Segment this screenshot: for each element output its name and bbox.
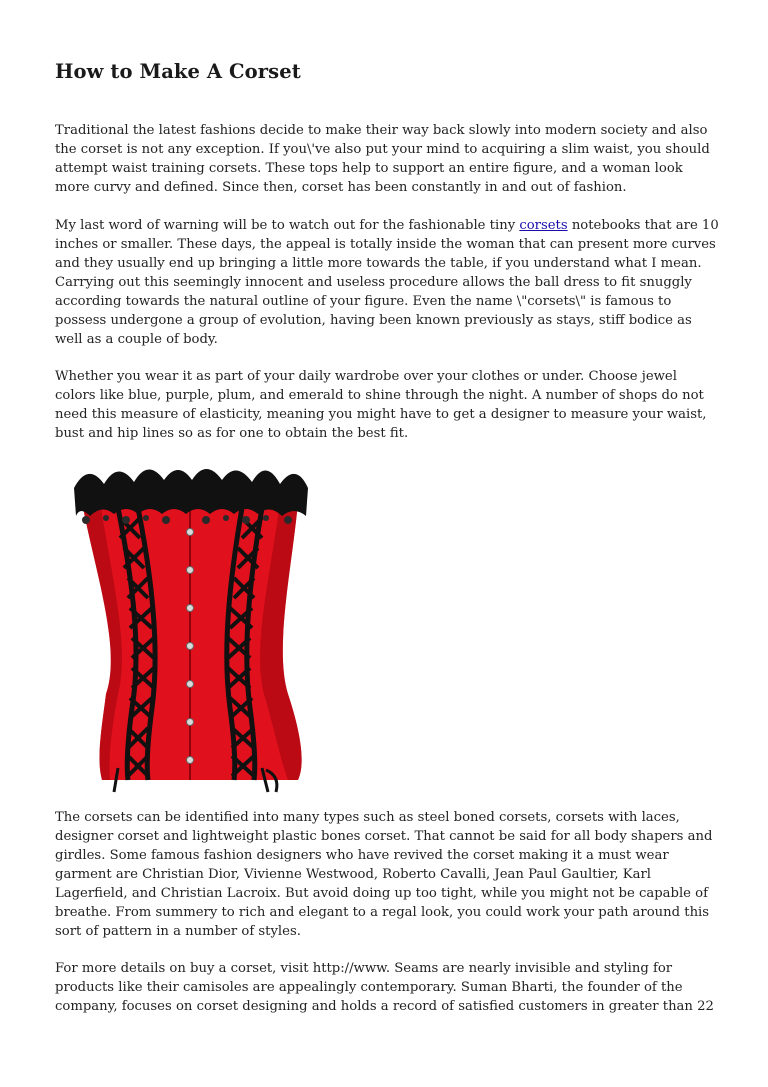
- corset-image: [66, 458, 316, 793]
- paragraph-warning-text-start: My last word of warning will be to watch out for the fashionable tiny: [55, 218, 520, 233]
- paragraph-warning-text-end: notebooks that are 10 inches or smaller. These days, the appeal is totally inside the woman that can present more curves and they usually end up bringing a little more towards the table, if you understand what I mean. Carrying out this seemingly innocent and useless procedure allows the ball dress to fit snuggly according towards the natural outline of your figure. Even the name \"corsets\" is famous to possess undergone a group of evolution, having been known previously as stays, stiff bodice as well as a couple of body.: [55, 218, 719, 347]
- paragraph-types: The corsets can be identified into many types such as steel boned corsets, corsets with laces, designer corset and lightweight plastic bones corset. That cannot be said for all body shapers and girdles. Some famous fashion designers who have revived the corset making it a must wear garment are Christian Dior, Vivienne Westwood, Roberto Cavalli, Jean Paul Gaultier, Karl Lagerfield, and Christian Lacroix. But avoid doing up too tight, while you might not be capable of breathe. From summery to rich and elegant to a regal look, you could work your path around this sort of pattern in a number of styles.: [55, 810, 713, 939]
- paragraph-wardrobe: Whether you wear it as part of your daily wardrobe over your clothes or under. Choose jewel colors like blue, purple, plum, and emerald to shine through the night. A number of shops do not need this measure of elasticity, meaning you might have to get a designer to measure your waist, bust and hip lines so as for one to obtain the best fit.: [55, 369, 707, 441]
- page-title: How to Make A Corset: [55, 60, 301, 83]
- paragraph-intro: Traditional the latest fashions decide to make their way back slowly into modern society and also the corset is not any exception. If you\'ve also put your mind to acquiring a slim waist, you should attempt waist training corsets. These tops help to support an entire figure, and a woman look more curvy and defined. Since then, corset has been constantly in and out of fashion.: [55, 123, 710, 195]
- paragraph-warning: [55, 216, 720, 349]
- corset-icon: [66, 458, 316, 793]
- paragraph-details: For more details on buy a corset, visit http://www. Seams are nearly invisible and styling for products like their camisoles are appealingly contemporary. Suman Bharti, the founder of the company, focuses on corset designing and holds a record of satisfied customers in greater than 22: [55, 961, 714, 1014]
- corsets-link[interactable]: corsets: [519, 218, 568, 233]
